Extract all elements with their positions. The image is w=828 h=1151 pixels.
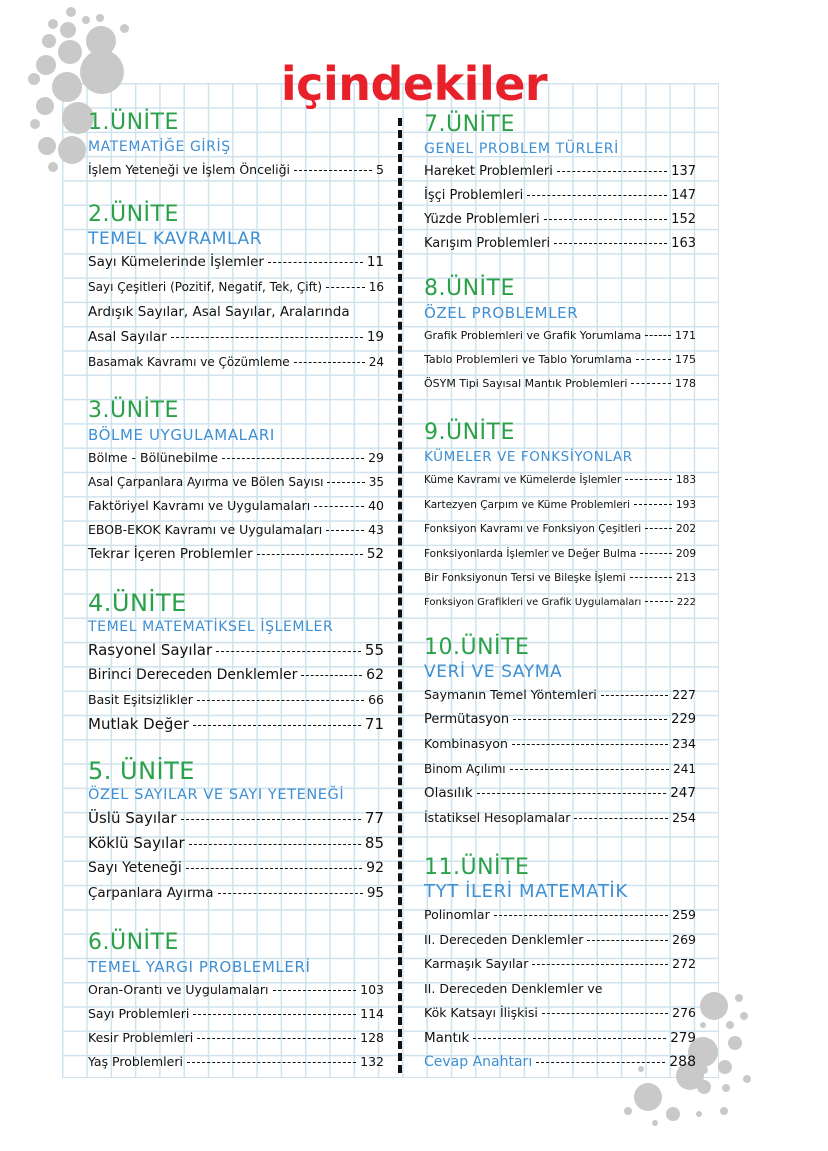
- unit-heading: 1.ÜNİTE: [88, 110, 179, 135]
- toc-entry[interactable]: Kesir Problemleri 128: [88, 1026, 384, 1050]
- toc-entry[interactable]: Basamak Kavramı ve Çözümleme 24: [88, 350, 384, 375]
- page-number: 171: [675, 329, 696, 342]
- page-number: 269: [672, 931, 696, 947]
- page-number: 147: [671, 188, 696, 203]
- page-number: 11: [366, 254, 384, 270]
- page-number: 259: [672, 907, 696, 922]
- page-number: 29: [368, 450, 384, 465]
- page-number: 92: [366, 860, 384, 876]
- page-number: 137: [671, 164, 696, 179]
- unit-5: [88, 758, 384, 930]
- toc-entry[interactable]: Asal Çarpanlara Ayırma ve Bölen Sayısı 35: [88, 470, 384, 494]
- page-number: 193: [675, 498, 696, 511]
- toc-entry[interactable]: Binom Açılımı 241: [424, 757, 696, 782]
- unit-heading: 9.ÜNİTE: [424, 420, 515, 445]
- toc-entry[interactable]: Köklü Sayılar 85: [88, 831, 384, 856]
- toc-entry[interactable]: Yüzde Problemleri 152: [424, 208, 696, 232]
- toc-entry[interactable]: Asal Sayılar 19: [88, 325, 384, 350]
- page-number: 52: [366, 546, 384, 562]
- page-number: 241: [673, 761, 696, 776]
- unit-4: [88, 590, 384, 758]
- toc-entry[interactable]: Tablo Problemleri ve Tablo Yorumlama 175: [424, 348, 696, 372]
- page-number: 183: [675, 474, 696, 486]
- unit-7: [424, 112, 696, 276]
- toc-entry[interactable]: Fonksiyon Kavramı ve Fonksiyon Çeşitleri 202: [424, 517, 696, 542]
- unit-subtitle: VERİ VE SAYMA: [424, 662, 563, 682]
- toc-entry[interactable]: Permütasyon 229: [424, 708, 696, 733]
- toc-entry[interactable]: Fonksiyon Grafikleri ve Grafik Uygulamaları 222: [424, 591, 696, 616]
- page-number: 213: [675, 572, 696, 584]
- page-number: 288: [669, 1054, 696, 1070]
- unit-heading: 7.ÜNİTE: [424, 112, 515, 137]
- page-number: 62: [366, 667, 384, 683]
- toc-entry[interactable]: Bölme - Bölünebilme 29: [88, 446, 384, 470]
- toc-entry[interactable]: EBOB-EKOK Kavramı ve Uygulamaları 43: [88, 518, 384, 542]
- unit-heading: 5. ÜNİTE: [88, 757, 195, 785]
- page-number: 175: [675, 353, 696, 366]
- page-number: 279: [670, 1029, 696, 1046]
- toc-column-right: [424, 112, 696, 1075]
- page-number: 209: [675, 547, 696, 560]
- toc-entry[interactable]: Sayı Yeteneği 92: [88, 856, 384, 881]
- toc-entry-answer-key[interactable]: Cevap Anahtarı 288: [424, 1050, 696, 1075]
- page-number: 35: [368, 475, 384, 489]
- unit-subtitle: TEMEL KAVRAMLAR: [88, 229, 263, 249]
- unit-subtitle: BÖLME UYGULAMALARI: [88, 426, 275, 444]
- unit-1: [88, 110, 384, 202]
- page-number: 132: [360, 1054, 384, 1069]
- toc-entry[interactable]: ÖSYM Tipi Sayısal Mantık Problemleri 178: [424, 372, 696, 396]
- unit-subtitle: ÖZEL PROBLEMLER: [424, 304, 579, 322]
- toc-entry[interactable]: Mutlak Değer 71: [88, 712, 384, 737]
- page-number: 85: [364, 834, 384, 852]
- unit-11: [424, 855, 696, 1075]
- toc-entry[interactable]: Basit Eşitsizlikler 66: [88, 688, 384, 712]
- toc-entry[interactable]: Kök Katsayı İlişkisi 276: [424, 1001, 696, 1026]
- toc-entry[interactable]: Birinci Dereceden Denklemler 62: [88, 663, 384, 688]
- toc-entry[interactable]: Karmaşık Sayılar 272: [424, 952, 696, 977]
- page-number: 234: [672, 736, 696, 751]
- page-number: 163: [671, 236, 696, 251]
- toc-entry[interactable]: Oran-Orantı ve Uygulamaları 103: [88, 978, 384, 1002]
- page-number: 128: [360, 1030, 384, 1045]
- unit-subtitle: TEMEL MATEMATİKSEL İŞLEMLER: [88, 619, 334, 635]
- unit-8: [424, 276, 696, 420]
- page-number: 254: [672, 809, 696, 825]
- toc-entry[interactable]: Sayı Çeşitleri (Pozitif, Negatif, Tek, Çift) 16: [88, 275, 384, 300]
- page-number: 95: [366, 885, 384, 901]
- page-number: 5: [376, 162, 384, 177]
- toc-entry[interactable]: Tekrar İçeren Problemler 52: [88, 542, 384, 566]
- page-number: 16: [368, 280, 384, 294]
- page-number: 229: [671, 711, 696, 727]
- page-number: 114: [360, 1006, 384, 1021]
- page-number: 19: [366, 329, 384, 345]
- toc-entry[interactable]: Üslü Sayılar 77: [88, 806, 384, 831]
- unit-subtitle: GENEL PROBLEM TÜRLERİ: [424, 141, 619, 157]
- page-number: 40: [368, 498, 384, 513]
- unit-heading: 8.ÜNİTE: [424, 276, 515, 301]
- unit-subtitle: TEMEL YARGI PROBLEMLERİ: [88, 958, 311, 976]
- toc-entry[interactable]: Grafik Problemleri ve Grafik Yorumlama 171: [424, 324, 696, 348]
- toc-entry[interactable]: Yaş Problemleri 132: [88, 1050, 384, 1074]
- unit-subtitle: TYT İLERİ MATEMATİK: [424, 881, 628, 902]
- unit-3: [88, 398, 384, 590]
- unit-subtitle: KÜMELER VE FONKSİYONLAR: [424, 449, 633, 465]
- unit-heading: 10.ÜNİTE: [424, 635, 530, 660]
- unit-heading: 11.ÜNİTE: [424, 855, 530, 880]
- toc-entry[interactable]: Polinomlar 259: [424, 903, 696, 928]
- toc-column-left: [88, 110, 384, 1074]
- unit-6: [88, 930, 384, 1074]
- toc-entry[interactable]: Rasyonel Sayılar 55: [88, 638, 384, 663]
- toc-entry[interactable]: II. Dereceden Denklemler 269: [424, 928, 696, 953]
- toc-entry[interactable]: Bir Fonksiyonun Tersi ve Bileşke İşlemi 213: [424, 566, 696, 591]
- page-number: 247: [670, 785, 696, 801]
- column-divider: [398, 118, 402, 1073]
- unit-2: [88, 202, 384, 398]
- page-number: 276: [672, 1005, 696, 1020]
- page-number: 202: [675, 523, 696, 535]
- toc-entry[interactable]: Çarpanlara Ayırma 95: [88, 881, 384, 906]
- toc-entry[interactable]: Hareket Problemleri 137: [424, 160, 696, 184]
- toc-entry[interactable]: Küme Kavramı ve Kümelerde İşlemler 183: [424, 468, 696, 493]
- unit-9: [424, 420, 696, 635]
- page-number: 222: [676, 596, 696, 608]
- unit-subtitle: MATEMATİĞE GİRİŞ: [88, 139, 231, 155]
- unit-heading: 2.ÜNİTE: [88, 202, 179, 227]
- toc-entry[interactable]: Saymanın Temel Yöntemleri 227: [424, 683, 696, 708]
- toc-entry[interactable]: Faktöriyel Kavramı ve Uygulamaları 40: [88, 494, 384, 518]
- unit-heading: 6.ÜNİTE: [88, 930, 179, 955]
- toc-entry[interactable]: Sayı Problemleri 114: [88, 1002, 384, 1026]
- unit-heading: 4.ÜNİTE: [88, 589, 187, 617]
- page-number: 227: [672, 687, 696, 702]
- toc-entry[interactable]: II. Dereceden Denklemler ve: [424, 980, 603, 996]
- toc-entry[interactable]: İşlem Yeteneği ve İşlem Önceliği 5: [88, 158, 384, 182]
- page-number: 24: [368, 355, 384, 369]
- toc-entry[interactable]: Mantık 279: [424, 1026, 696, 1051]
- page-number: 152: [671, 212, 696, 227]
- page-number: 103: [360, 982, 384, 997]
- toc-entry[interactable]: Ardışık Sayılar, Asal Sayılar, Aralarında: [88, 304, 350, 320]
- page-number: 43: [368, 522, 384, 537]
- toc-entry[interactable]: Olasılık 247: [424, 781, 696, 806]
- unit-10: [424, 635, 696, 855]
- page-title: içindekiler: [280, 57, 548, 111]
- toc-entry[interactable]: Kombinasyon 234: [424, 732, 696, 757]
- page-number: 77: [364, 809, 384, 827]
- unit-heading: 3.ÜNİTE: [88, 398, 179, 423]
- page-number: 178: [675, 377, 696, 390]
- page-number: 272: [672, 956, 696, 971]
- page-number: 71: [364, 715, 384, 733]
- toc-entry[interactable]: Sayı Kümelerinde İşlemler 11: [88, 250, 384, 275]
- unit-subtitle: ÖZEL SAYILAR VE SAYI YETENEĞİ: [88, 787, 345, 803]
- page-number: 55: [364, 641, 384, 659]
- toc-entry[interactable]: İşçi Problemleri 147: [424, 184, 696, 208]
- toc-entry[interactable]: Kartezyen Çarpım ve Küme Problemleri 193: [424, 493, 696, 518]
- toc-entry[interactable]: İstatiksel Hesoplamalar 254: [424, 806, 696, 831]
- toc-entry[interactable]: Fonksiyonlarda İşlemler ve Değer Bulma 209: [424, 542, 696, 567]
- toc-entry[interactable]: Karışım Problemleri 163: [424, 232, 696, 256]
- page-number: 66: [368, 692, 384, 707]
